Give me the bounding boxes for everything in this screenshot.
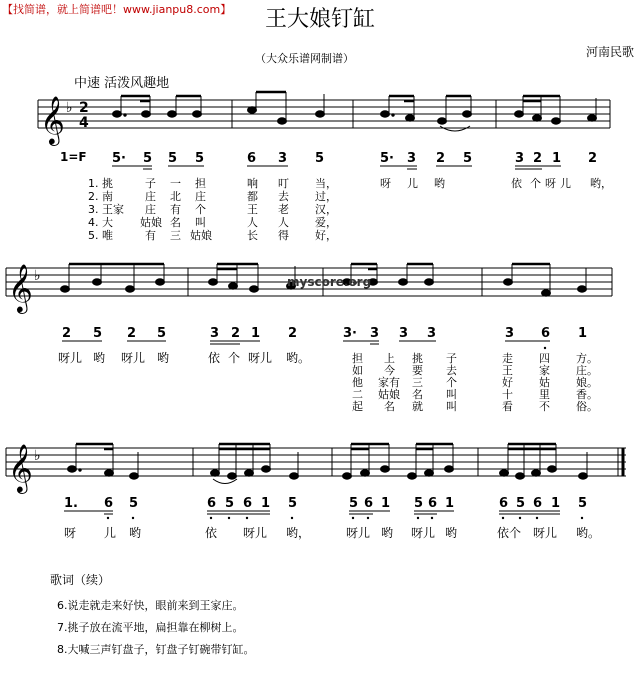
- flat-sign-icon: ♭: [34, 268, 41, 284]
- lyric: 娘。: [576, 376, 598, 389]
- jianpu-note: 5: [93, 326, 103, 341]
- jianpu-note: 2: [533, 151, 543, 166]
- jianpu-note: 5: [516, 496, 526, 511]
- jianpu-row-1: [0, 140, 640, 250]
- lyric: 哟。: [576, 526, 601, 540]
- lyric: 得: [278, 229, 289, 242]
- lyric: 爱，: [315, 216, 337, 229]
- lyric: 庄: [145, 203, 156, 216]
- jianpu-note: 5: [195, 151, 205, 166]
- lyric: 庄: [145, 190, 156, 203]
- lyric: 三: [170, 229, 181, 242]
- lyric: 北: [170, 190, 181, 203]
- lyric: 好，: [315, 229, 337, 242]
- lyric: 5. 唯: [88, 229, 113, 242]
- lyric: 庄。: [576, 364, 598, 377]
- jianpu-note: 6: [207, 496, 217, 511]
- lyric: 4. 大: [88, 216, 113, 229]
- lyric: 担: [352, 352, 363, 365]
- lyric: 儿: [104, 526, 117, 540]
- lyric: 哟: [381, 526, 394, 540]
- lyric: 里: [539, 388, 550, 401]
- lyric: 都: [247, 190, 258, 203]
- jianpu-note: 3: [210, 326, 220, 341]
- lyric: 个: [446, 376, 457, 389]
- low-octave-dots: [107, 517, 583, 519]
- treble-clef-icon: 𝄞: [40, 95, 65, 144]
- lyric: 老: [278, 203, 289, 216]
- lyric: 呀儿: [533, 526, 558, 540]
- lyric: 香。: [576, 388, 598, 401]
- jianpu-note: 5: [414, 496, 424, 511]
- lyric: 哟。: [286, 351, 311, 365]
- time-signature-bottom: 4: [79, 115, 89, 131]
- lyric: 姑娘: [378, 388, 400, 401]
- lyric: 姑: [539, 376, 550, 389]
- lyric: 呀儿: [248, 351, 273, 365]
- lyric: 呀儿: [243, 526, 268, 540]
- lyric: 姑娘: [190, 229, 212, 242]
- lyric: 家有: [378, 376, 400, 389]
- jianpu-note: 1: [445, 496, 455, 511]
- treble-clef-icon: 𝄞: [8, 443, 33, 492]
- lyric: 子: [145, 177, 156, 190]
- lyric: 1. 挑: [88, 177, 113, 190]
- verse-8: 8.大喊三声钉盘子，钉盘子钉碗带钉缸。: [57, 643, 255, 656]
- jianpu-row-2: [0, 318, 640, 428]
- site-link[interactable]: 【找简谱，就上简谱吧！www.jianpu8.com】: [2, 3, 232, 16]
- lyric: 哟: [93, 351, 106, 365]
- jianpu-note: 3·: [343, 326, 357, 341]
- lyric: 子: [446, 352, 457, 365]
- lyric: 挑: [412, 352, 423, 365]
- lyric: 要: [412, 364, 423, 377]
- lyric: 王: [502, 364, 513, 377]
- lyric: 如: [352, 364, 363, 377]
- jianpu-note: 1: [578, 326, 588, 341]
- jianpu-note: 5: [463, 151, 473, 166]
- jianpu-row-3: [0, 490, 640, 550]
- lyric: 儿: [560, 177, 571, 190]
- jianpu-note: 1: [261, 496, 271, 511]
- verse-7: 7.挑子放在流平地，扁担靠在柳树上。: [57, 621, 244, 634]
- jianpu-note: 2: [588, 151, 598, 166]
- jianpu-note: 6: [428, 496, 438, 511]
- lyric: 俗。: [576, 400, 598, 413]
- jianpu-note: 3: [370, 326, 380, 341]
- lyric: 2. 南: [88, 190, 113, 203]
- lyric: 哟，: [590, 177, 612, 190]
- tempo-marking: 中速 活泼风趣地: [74, 76, 170, 91]
- lyric: 依个: [497, 526, 522, 540]
- jianpu-note: 2: [231, 326, 241, 341]
- lyric: 呀儿: [58, 351, 83, 365]
- jianpu-note: 2: [436, 151, 446, 166]
- lyric: 二: [352, 388, 363, 401]
- lyric: 看: [502, 400, 513, 413]
- lyric: 担: [195, 177, 206, 190]
- lyric: 好: [502, 376, 513, 389]
- jianpu-note: 3: [399, 326, 409, 341]
- jianpu-note: 3: [278, 151, 288, 166]
- jianpu-note: 5: [578, 496, 588, 511]
- lyric: 不: [539, 400, 550, 413]
- jianpu-note: 5·: [112, 151, 126, 166]
- lyric: 三: [412, 376, 423, 389]
- lyric: 当，: [315, 177, 337, 190]
- subtitle: （大众乐谱网制谱）: [255, 52, 354, 65]
- lyric: 依: [208, 351, 221, 365]
- flat-sign-icon: ♭: [34, 448, 41, 464]
- lyric: 方。: [576, 352, 598, 365]
- flat-sign-icon: ♭: [66, 100, 73, 116]
- jianpu-note: 3: [427, 326, 437, 341]
- treble-clef-icon: 𝄞: [8, 263, 33, 312]
- jianpu-note: 6: [499, 496, 509, 511]
- lyric: 庄: [195, 190, 206, 203]
- lyric: 人: [247, 216, 258, 229]
- staff-row-1: [0, 90, 640, 144]
- song-title: 王大娘钉缸: [264, 7, 375, 32]
- staff-row-3: [0, 438, 640, 492]
- lyric: 呀儿: [121, 351, 146, 365]
- lyric: 呀: [380, 177, 391, 190]
- lyric: 有: [170, 203, 181, 216]
- lyric: 哟，: [286, 526, 311, 540]
- composer: 河南民歌: [586, 45, 635, 59]
- jianpu-note: 6: [533, 496, 543, 511]
- lyric: 他: [352, 376, 363, 389]
- lyric: 一: [170, 177, 181, 190]
- lyric: 哟: [434, 177, 445, 190]
- jianpu-note: 5: [225, 496, 235, 511]
- notes-measure-2: [248, 92, 325, 124]
- jianpu-note: 5: [349, 496, 359, 511]
- lyric: 个: [228, 351, 241, 365]
- jianpu-note: 5: [129, 496, 139, 511]
- lyric: 个: [530, 177, 541, 190]
- lyric: 有: [145, 229, 156, 242]
- watermark: myscore.org: [287, 275, 372, 289]
- jianpu-note: 6: [243, 496, 253, 511]
- jianpu-note: 1.: [64, 496, 78, 511]
- lyric: 叫: [195, 216, 206, 229]
- lyric: 过，: [315, 190, 337, 203]
- jianpu-note: 6: [247, 151, 257, 166]
- lyric: 十: [502, 388, 513, 401]
- lyric: 个: [195, 203, 206, 216]
- lyric: 呀儿: [346, 526, 371, 540]
- lyric: 去: [278, 190, 289, 203]
- lyric: 去: [446, 364, 457, 377]
- lyric: 呀: [64, 526, 77, 540]
- lyric: 名: [170, 216, 181, 229]
- lyric: 名: [384, 400, 395, 413]
- jianpu-note: 5: [157, 326, 167, 341]
- lyric: 人: [278, 216, 289, 229]
- jianpu-note: 3: [505, 326, 515, 341]
- lyric: 长: [247, 229, 258, 242]
- lyric: 依: [511, 177, 522, 190]
- lyric: 依: [205, 526, 218, 540]
- low-octave-dot: [544, 347, 546, 349]
- jianpu-note: 3: [407, 151, 417, 166]
- time-signature-top: 2: [79, 100, 89, 116]
- lyric: 起: [352, 400, 363, 413]
- jianpu-note: 5: [143, 151, 153, 166]
- jianpu-note: 6: [364, 496, 374, 511]
- lyric: 哟: [445, 526, 458, 540]
- lyric: 今: [384, 364, 395, 377]
- lyric: 四: [539, 352, 550, 365]
- lyric: 走: [502, 352, 513, 365]
- jianpu-note: 5: [315, 151, 325, 166]
- key-signature: 1=F: [60, 150, 87, 164]
- lyric: 名: [412, 388, 423, 401]
- lyric: 3. 王家: [88, 203, 124, 216]
- lyric: 家: [539, 364, 550, 377]
- jianpu-note: 6: [104, 496, 114, 511]
- jianpu-note: 1: [381, 496, 391, 511]
- lyric: 上: [384, 352, 395, 365]
- lyric: 叫: [446, 388, 457, 401]
- lyric: 儿: [407, 177, 418, 190]
- jianpu-note: 3: [515, 151, 525, 166]
- jianpu-note: 6: [541, 326, 551, 341]
- lyrics-continued-title: 歌词（续）: [50, 573, 111, 587]
- jianpu-note: 1: [251, 326, 261, 341]
- jianpu-note: 1: [551, 496, 561, 511]
- jianpu-note: 5: [168, 151, 178, 166]
- lyric: 叫: [446, 400, 457, 413]
- jianpu-note: 1: [552, 151, 562, 166]
- lyric: 呀儿: [411, 526, 436, 540]
- lyric: 叮: [278, 177, 289, 190]
- lyric: 汉，: [315, 203, 337, 216]
- lyric: 响: [247, 177, 258, 190]
- lyric: 哟: [129, 526, 142, 540]
- jianpu-note: 2: [127, 326, 137, 341]
- lyric: 呀: [545, 177, 556, 190]
- verse-6: 6.说走就走来好快，眼前来到王家庄。: [57, 599, 244, 612]
- lyric: 王: [247, 203, 258, 216]
- lyric: 哟: [157, 351, 170, 365]
- jianpu-note: 5: [288, 496, 298, 511]
- lyric: 姑娘: [140, 216, 162, 229]
- jianpu-note: 5·: [380, 151, 394, 166]
- jianpu-note: 2: [62, 326, 72, 341]
- lyric: 就: [412, 400, 423, 413]
- jianpu-note: 2: [288, 326, 298, 341]
